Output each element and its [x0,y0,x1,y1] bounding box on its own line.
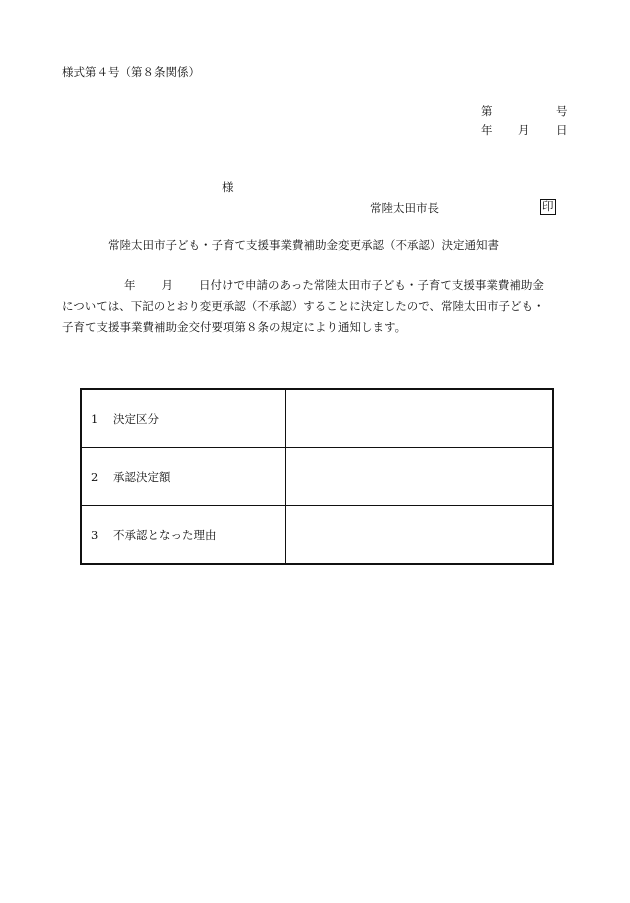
row-label-cell [81,448,286,506]
date-day: 日 [556,123,568,137]
doc-number-suffix: 号 [556,104,568,118]
row-value-cell [286,448,554,506]
form-number: 様式第４号（第８条関係） [62,65,200,79]
table-row [81,389,553,448]
seal-mark: 印 [542,199,554,213]
seal-box [540,199,556,215]
row-label: 決定区分 [113,411,159,426]
document-title: 常陸太田市子ども・子育て支援事業費補助金変更承認（不承認）決定通知書 [108,238,499,252]
row-label-cell [81,506,286,565]
body-year: 年 [124,278,136,292]
decision-table [80,388,554,565]
body-month: 月 [161,278,173,292]
body-line-1 [62,275,572,296]
row-number: 1 [91,411,99,426]
body-line-1-rest: 日付けで申請のあった常陸太田市子ども・子育て支援事業費補助金 [199,278,544,292]
row-value-cell [286,389,554,448]
row-label-cell [81,389,286,448]
table-row [81,448,553,506]
row-number: 2 [91,469,99,484]
date-year: 年 [481,123,493,137]
body-line-2: については、下記のとおり変更承認（不承認）することに決定したので、常陸太田市子ども・ [62,299,545,313]
row-label: 承認決定額 [113,469,171,484]
date-month: 月 [518,123,530,137]
body-paragraph [62,275,572,338]
doc-number-prefix: 第 [481,104,493,118]
row-value-cell [286,506,554,565]
row-label: 不承認となった理由 [113,527,217,542]
addressee-suffix: 様 [222,180,234,194]
issuer-name: 常陸太田市長 [370,201,439,215]
body-line-3: 子育て支援事業費補助金交付要項第８条の規定により通知します。 [62,320,407,334]
row-number: 3 [91,527,99,542]
table-row [81,506,553,565]
